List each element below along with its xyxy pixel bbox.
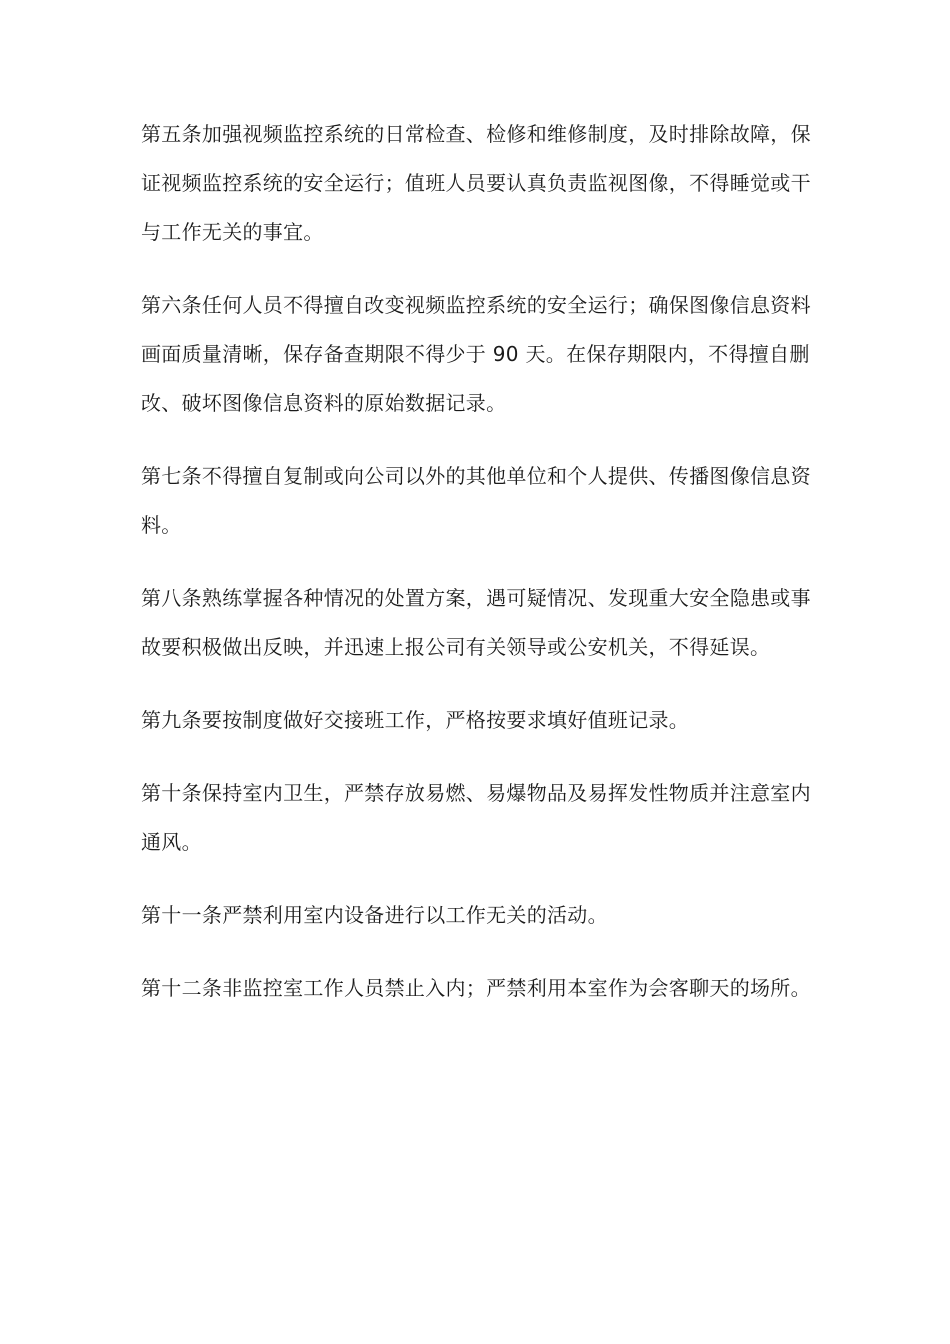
document-body xyxy=(141,110,816,1037)
article-5: 第五条加强视频监控系统的日常检查、检修和维修制度，及时排除故障，保证视频监控系统的安全运行；值班人员要认真负责监视图像，不得睡觉或干与工作无关的事宜。 xyxy=(141,122,811,244)
article-11: 第十一条严禁利用室内设备进行以工作无关的活动。 xyxy=(141,903,608,927)
article-10: 第十条保持室内卫生，严禁存放易燃、易爆物品及易挥发性物质并注意室内通风。 xyxy=(141,781,811,854)
article-9: 第九条要按制度做好交接班工作，严格按要求填好值班记录。 xyxy=(141,708,690,732)
article-8: 第八条熟练掌握各种情况的处置方案，遇可疑情况、发现重大安全隐患或事故要积极做出反映，并迅速上报公司有关领导或公安机关，不得延误。 xyxy=(141,586,811,659)
article-6: 第六条任何人员不得擅自改变视频监控系统的安全运行；确保图像信息资料画面质量清晰，保存备查期限不得少于 90 天。在保存期限内，不得擅自删改、破坏图像信息资料的原始数据记录。 xyxy=(141,293,811,415)
article-12: 第十二条非监控室工作人员禁止入内；严禁利用本室作为会客聊天的场所。 xyxy=(141,976,811,1000)
article-7: 第七条不得擅自复制或向公司以外的其他单位和个人提供、传播图像信息资料。 xyxy=(141,464,811,537)
